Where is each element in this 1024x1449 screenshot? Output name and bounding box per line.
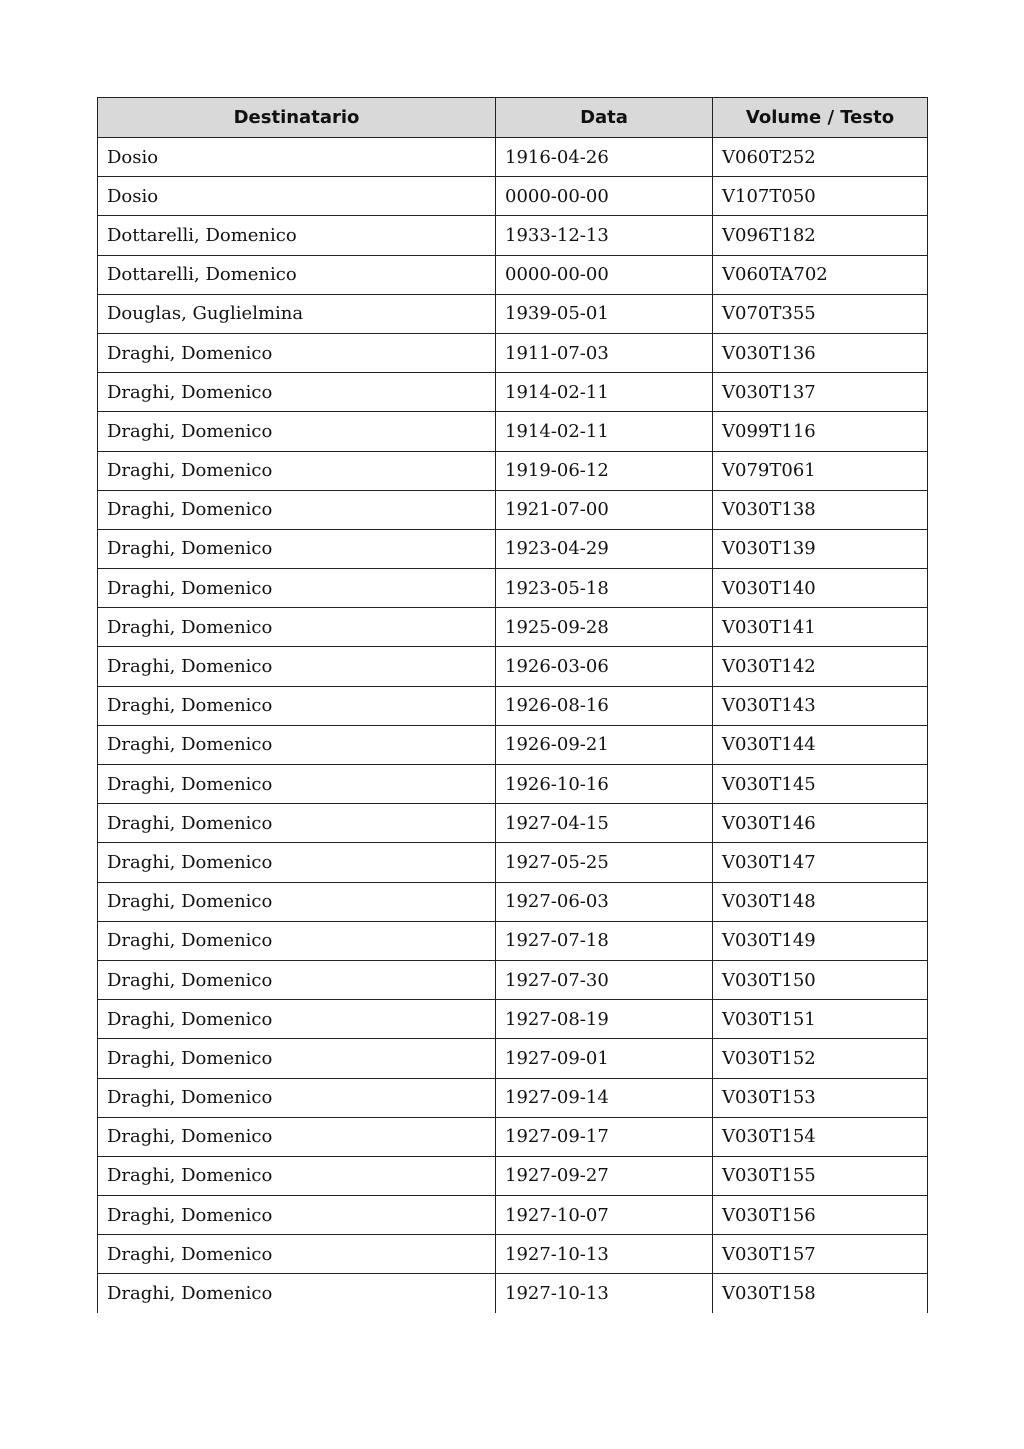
cell-destinatario: Draghi, Domenico <box>98 765 496 804</box>
cell-destinatario: Draghi, Domenico <box>98 1156 496 1195</box>
cell-volume-testo: V030T158 <box>713 1274 928 1313</box>
cell-data: 1927-09-14 <box>496 1078 713 1117</box>
cell-data: 1927-09-01 <box>496 1039 713 1078</box>
cell-destinatario: Draghi, Domenico <box>98 647 496 686</box>
table-row <box>98 1196 928 1235</box>
cell-destinatario: Draghi, Domenico <box>98 1196 496 1235</box>
cell-destinatario: Draghi, Domenico <box>98 1117 496 1156</box>
cell-destinatario: Draghi, Domenico <box>98 529 496 568</box>
table-row <box>98 647 928 686</box>
cell-volume-testo: V030T151 <box>713 1000 928 1039</box>
cell-destinatario: Draghi, Domenico <box>98 1078 496 1117</box>
table-row <box>98 529 928 568</box>
table-row <box>98 138 928 177</box>
cell-data: 1923-05-18 <box>496 569 713 608</box>
table-row <box>98 216 928 255</box>
cell-destinatario: Draghi, Domenico <box>98 843 496 882</box>
table-body <box>98 138 928 1313</box>
table-row <box>98 373 928 412</box>
cell-data: 1921-07-00 <box>496 490 713 529</box>
cell-destinatario: Draghi, Domenico <box>98 882 496 921</box>
table-row <box>98 960 928 999</box>
cell-volume-testo: V030T137 <box>713 373 928 412</box>
cell-data: 1927-09-27 <box>496 1156 713 1195</box>
cell-data: 1927-10-07 <box>496 1196 713 1235</box>
cell-data: 1911-07-03 <box>496 333 713 372</box>
cell-volume-testo: V030T148 <box>713 882 928 921</box>
cell-volume-testo: V030T138 <box>713 490 928 529</box>
cell-destinatario: Draghi, Domenico <box>98 608 496 647</box>
cell-data: 1933-12-13 <box>496 216 713 255</box>
cell-data: 1927-10-13 <box>496 1274 713 1313</box>
cell-data: 1939-05-01 <box>496 294 713 333</box>
cell-data: 0000-00-00 <box>496 255 713 294</box>
cell-volume-testo: V096T182 <box>713 216 928 255</box>
cell-volume-testo: V030T147 <box>713 843 928 882</box>
table-row <box>98 804 928 843</box>
cell-volume-testo: V060TA702 <box>713 255 928 294</box>
table-row <box>98 686 928 725</box>
cell-destinatario: Draghi, Domenico <box>98 686 496 725</box>
table-row <box>98 569 928 608</box>
table-row <box>98 177 928 216</box>
table-row <box>98 255 928 294</box>
cell-data: 1926-03-06 <box>496 647 713 686</box>
table-row <box>98 1078 928 1117</box>
table-row <box>98 1117 928 1156</box>
cell-destinatario: Dosio <box>98 138 496 177</box>
cell-destinatario: Dosio <box>98 177 496 216</box>
cell-destinatario: Draghi, Domenico <box>98 333 496 372</box>
table-row <box>98 1156 928 1195</box>
table-row <box>98 882 928 921</box>
cell-destinatario: Draghi, Domenico <box>98 451 496 490</box>
table-row <box>98 333 928 372</box>
cell-destinatario: Draghi, Domenico <box>98 1039 496 1078</box>
cell-data: 1926-10-16 <box>496 765 713 804</box>
cell-data: 1927-07-18 <box>496 921 713 960</box>
cell-data: 0000-00-00 <box>496 177 713 216</box>
cell-destinatario: Draghi, Domenico <box>98 373 496 412</box>
table-row <box>98 1039 928 1078</box>
cell-destinatario: Draghi, Domenico <box>98 490 496 529</box>
cell-data: 1926-08-16 <box>496 686 713 725</box>
cell-destinatario: Dottarelli, Domenico <box>98 216 496 255</box>
letters-table <box>97 97 928 1313</box>
table-row <box>98 294 928 333</box>
column-header-destinatario: Destinatario <box>98 98 496 138</box>
cell-destinatario: Draghi, Domenico <box>98 804 496 843</box>
cell-volume-testo: V030T142 <box>713 647 928 686</box>
cell-volume-testo: V030T154 <box>713 1117 928 1156</box>
cell-volume-testo: V030T146 <box>713 804 928 843</box>
cell-volume-testo: V030T150 <box>713 960 928 999</box>
cell-data: 1914-02-11 <box>496 373 713 412</box>
table-row <box>98 451 928 490</box>
cell-volume-testo: V030T141 <box>713 608 928 647</box>
table-row <box>98 490 928 529</box>
cell-data: 1927-09-17 <box>496 1117 713 1156</box>
cell-data: 1919-06-12 <box>496 451 713 490</box>
cell-data: 1927-06-03 <box>496 882 713 921</box>
column-header-volume-testo: Volume / Testo <box>713 98 928 138</box>
table-row <box>98 843 928 882</box>
cell-destinatario: Draghi, Domenico <box>98 960 496 999</box>
cell-volume-testo: V030T143 <box>713 686 928 725</box>
table-row <box>98 765 928 804</box>
table-row <box>98 725 928 764</box>
cell-destinatario: Draghi, Domenico <box>98 1274 496 1313</box>
cell-volume-testo: V030T149 <box>713 921 928 960</box>
table-row <box>98 921 928 960</box>
cell-volume-testo: V030T153 <box>713 1078 928 1117</box>
cell-volume-testo: V070T355 <box>713 294 928 333</box>
cell-destinatario: Dottarelli, Domenico <box>98 255 496 294</box>
cell-volume-testo: V107T050 <box>713 177 928 216</box>
cell-data: 1927-08-19 <box>496 1000 713 1039</box>
cell-data: 1927-10-13 <box>496 1235 713 1274</box>
cell-volume-testo: V030T140 <box>713 569 928 608</box>
cell-volume-testo: V030T145 <box>713 765 928 804</box>
cell-volume-testo: V030T156 <box>713 1196 928 1235</box>
cell-destinatario: Douglas, Guglielmina <box>98 294 496 333</box>
cell-volume-testo: V030T152 <box>713 1039 928 1078</box>
cell-volume-testo: V030T139 <box>713 529 928 568</box>
cell-volume-testo: V030T136 <box>713 333 928 372</box>
cell-data: 1925-09-28 <box>496 608 713 647</box>
document-page <box>97 97 927 1313</box>
cell-data: 1916-04-26 <box>496 138 713 177</box>
cell-volume-testo: V060T252 <box>713 138 928 177</box>
table-row <box>98 608 928 647</box>
column-header-data: Data <box>496 98 713 138</box>
cell-data: 1927-04-15 <box>496 804 713 843</box>
cell-data: 1927-05-25 <box>496 843 713 882</box>
cell-destinatario: Draghi, Domenico <box>98 1235 496 1274</box>
cell-volume-testo: V030T155 <box>713 1156 928 1195</box>
table-row <box>98 412 928 451</box>
cell-data: 1923-04-29 <box>496 529 713 568</box>
cell-destinatario: Draghi, Domenico <box>98 725 496 764</box>
cell-data: 1914-02-11 <box>496 412 713 451</box>
table-header <box>98 98 928 138</box>
cell-data: 1927-07-30 <box>496 960 713 999</box>
table-row <box>98 1274 928 1313</box>
cell-data: 1926-09-21 <box>496 725 713 764</box>
cell-volume-testo: V099T116 <box>713 412 928 451</box>
table-row <box>98 1000 928 1039</box>
cell-destinatario: Draghi, Domenico <box>98 1000 496 1039</box>
cell-destinatario: Draghi, Domenico <box>98 412 496 451</box>
table-row <box>98 1235 928 1274</box>
cell-destinatario: Draghi, Domenico <box>98 569 496 608</box>
header-row <box>98 98 928 138</box>
cell-volume-testo: V030T144 <box>713 725 928 764</box>
cell-destinatario: Draghi, Domenico <box>98 921 496 960</box>
cell-volume-testo: V030T157 <box>713 1235 928 1274</box>
cell-volume-testo: V079T061 <box>713 451 928 490</box>
